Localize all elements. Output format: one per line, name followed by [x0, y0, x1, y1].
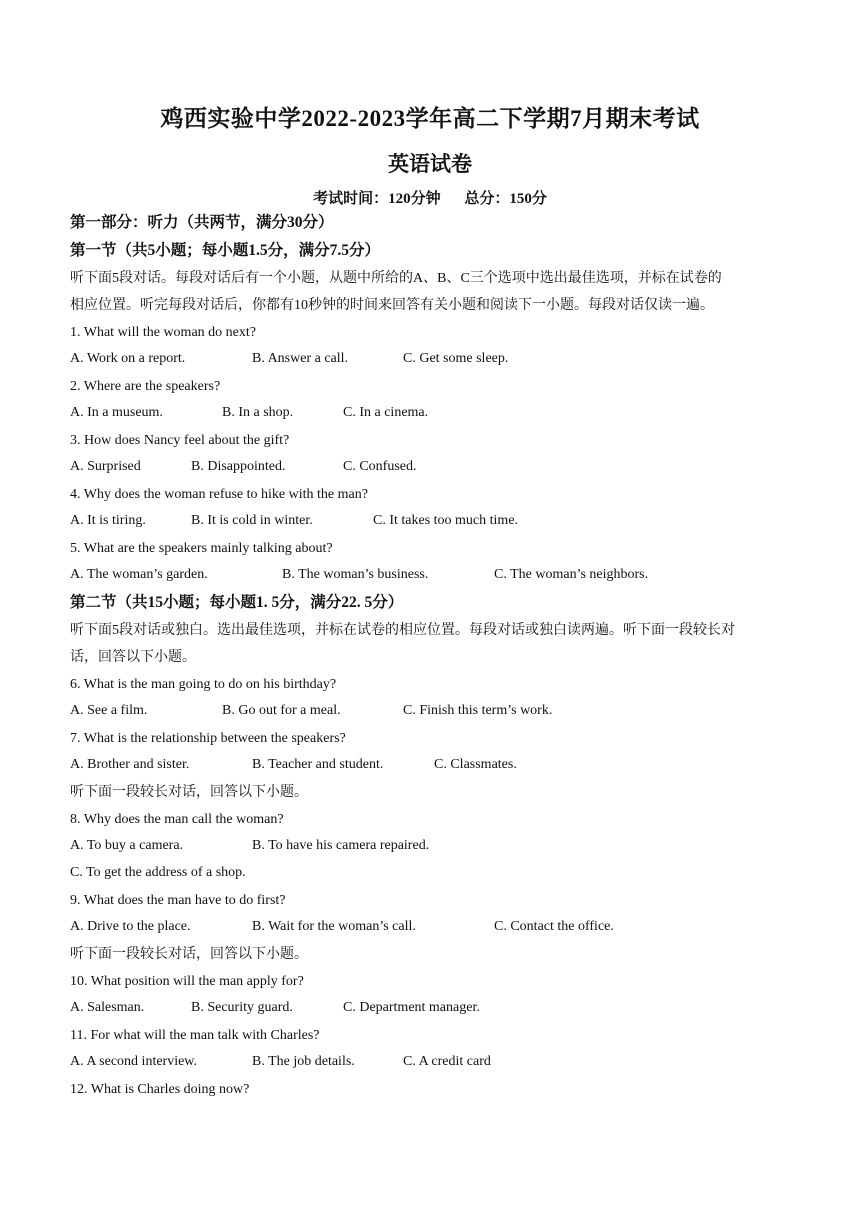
q2-option-a: A. In a museum.: [70, 405, 163, 420]
q7-option-b: B. Teacher and student.: [252, 757, 384, 772]
q2-option-b: B. In a shop.: [222, 405, 294, 420]
question-5: 5. What are the speakers mainly talking about?: [70, 541, 333, 556]
long-dialog-note-1: 听下面一段较长对话，回答以下小题。: [70, 785, 308, 800]
q8-option-b: B. To have his camera repaired.: [252, 838, 430, 853]
question-10: 10. What position will the man apply for?: [70, 974, 304, 989]
section2-heading: 第二节（共15小题；每小题1. 5分，满分22. 5分）: [70, 594, 404, 611]
exam-time: 考试时间：120分钟: [313, 191, 441, 207]
q1-option-b: B. Answer a call.: [252, 351, 349, 366]
q4-option-c: C. It takes too much time.: [373, 513, 519, 528]
q7-option-c: C. Classmates.: [434, 757, 517, 772]
question-4: 4. Why does the woman refuse to hike with the man?: [70, 487, 368, 502]
q6-option-a: A. See a film.: [70, 703, 148, 718]
section2-instruction-1: 听下面5段对话或独白。选出最佳选项，并标在试卷的相应位置。每段对话或独白读两遍。听下面一段较长对: [70, 623, 735, 638]
question-12: 12. What is Charles doing now?: [70, 1082, 250, 1097]
q1-option-c: C. Get some sleep.: [403, 351, 509, 366]
section1-heading: 第一节（共5小题；每小题1.5分，满分7.5分）: [70, 242, 381, 259]
exam-subtitle: 英语试卷: [388, 152, 472, 176]
part1-heading: 第一部分：听力（共两节，满分30分）: [70, 214, 334, 231]
exam-meta: [0, 187, 860, 208]
q10-option-b: B. Security guard.: [191, 1000, 293, 1015]
question-1: 1. What will the woman do next?: [70, 325, 256, 340]
q11-option-c: C. A credit card: [403, 1054, 491, 1069]
q5-option-b: B. The woman’s business.: [282, 567, 429, 582]
question-6: 6. What is the man going to do on his birthday?: [70, 677, 337, 692]
section2-instruction-2: 话，回答以下小题。: [70, 650, 196, 665]
q11-option-b: B. The job details.: [252, 1054, 355, 1069]
q2-option-c: C. In a cinema.: [343, 405, 429, 420]
question-11: 11. For what will the man talk with Charles?: [70, 1028, 320, 1043]
q9-option-b: B. Wait for the woman’s call.: [252, 919, 416, 934]
q7-option-a: A. Brother and sister.: [70, 757, 190, 772]
q3-option-b: B. Disappointed.: [191, 459, 286, 474]
question-2: 2. Where are the speakers?: [70, 379, 221, 394]
question-3: 3. How does Nancy feel about the gift?: [70, 433, 290, 448]
q3-option-c: C. Confused.: [343, 459, 417, 474]
q6-option-c: C. Finish this term’s work.: [403, 703, 553, 718]
q4-option-b: B. It is cold in winter.: [191, 513, 313, 528]
q11-option-a: A. A second interview.: [70, 1054, 198, 1069]
question-7: 7. What is the relationship between the speakers?: [70, 731, 346, 746]
section1-instruction-2: 相应位置。听完每段对话后，你都有10秒钟的时间来回答有关小题和阅读下一小题。每段对话仅读一遍。: [70, 298, 714, 313]
q5-option-a: A. The woman’s garden.: [70, 567, 208, 582]
q9-option-a: A. Drive to the place.: [70, 919, 191, 934]
q6-option-b: B. Go out for a meal.: [222, 703, 341, 718]
q9-option-c: C. Contact the office.: [494, 919, 614, 934]
q5-option-c: C. The woman’s neighbors.: [494, 567, 649, 582]
section1-instruction-1: 听下面5段对话。每段对话后有一个小题，从题中所给的A、B、C三个选项中选出最佳选项，并标在试卷的: [70, 271, 722, 286]
long-dialog-note-2: 听下面一段较长对话，回答以下小题。: [70, 947, 308, 962]
q10-option-a: A. Salesman.: [70, 1000, 145, 1015]
q10-option-c: C. Department manager.: [343, 1000, 480, 1015]
question-9: 9. What does the man have to do first?: [70, 893, 286, 908]
exam-title: 鸡西实验中学2022-2023学年高二下学期7月期末考试: [160, 106, 700, 131]
q8-option-a: A. To buy a camera.: [70, 838, 184, 853]
q3-option-a: A. Surprised: [70, 459, 141, 474]
question-8: 8. Why does the man call the woman?: [70, 812, 284, 827]
total-score: 总分：150分: [464, 191, 547, 207]
q8-option-c: C. To get the address of a shop.: [70, 865, 246, 880]
q1-option-a: A. Work on a report.: [70, 351, 186, 366]
q4-option-a: A. It is tiring.: [70, 513, 146, 528]
